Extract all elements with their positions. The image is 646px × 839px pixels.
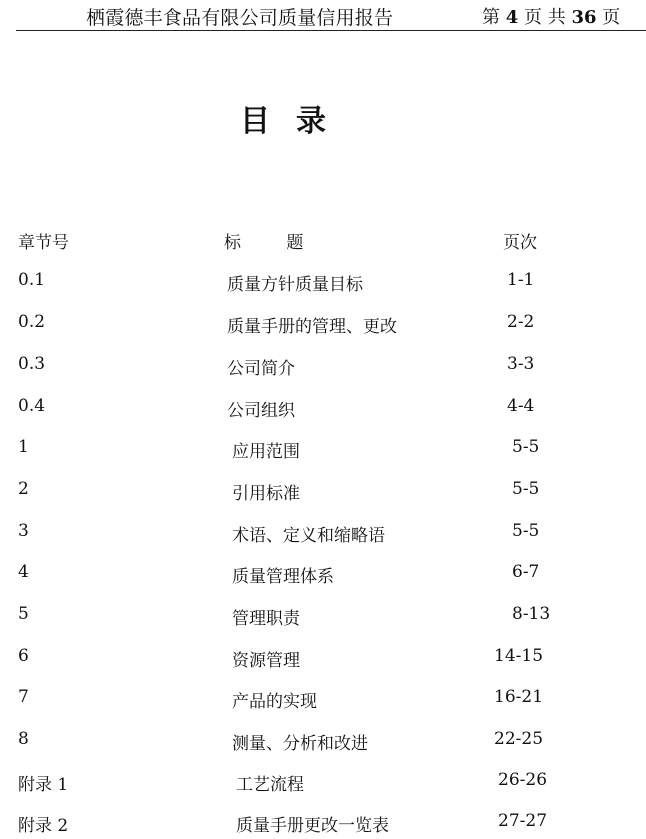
toc-page-range: 5-5 (512, 437, 540, 457)
toc-row (0, 604, 646, 632)
toc-entry-title: 应用范围 (232, 442, 300, 462)
page-header (0, 0, 646, 30)
toc-entry-title: 公司简介 (227, 359, 295, 379)
toc-section-number: 7 (18, 687, 29, 707)
current-page-number: 4 (505, 7, 519, 28)
toc-page-range: 27-27 (498, 811, 548, 831)
toc-entry-title: 质量手册更改一览表 (236, 816, 389, 836)
toc-column-headers (0, 228, 646, 254)
toc-page-range: 3-3 (507, 354, 535, 374)
toc-section-number: 0.3 (18, 354, 46, 374)
toc-entry-title: 质量管理体系 (232, 567, 334, 587)
toc-row (0, 521, 646, 549)
toc-entry-title: 资源管理 (232, 651, 300, 671)
toc-section-number: 3 (18, 521, 29, 541)
toc-section-number: 2 (18, 479, 29, 499)
toc-row (0, 479, 646, 507)
toc-section-number: 1 (18, 437, 29, 457)
toc-entry-title: 术语、定义和缩略语 (232, 526, 385, 546)
toc-section-number: 0.2 (18, 312, 46, 332)
toc-entry-title: 引用标准 (232, 484, 300, 504)
company-report-title: 栖霞德丰食品有限公司质量信用报告 (86, 7, 394, 29)
toc-row (0, 396, 646, 424)
toc-section-number: 附录 2 (18, 816, 69, 836)
toc-entry-title: 工艺流程 (236, 775, 304, 795)
toc-title: 目录 (240, 104, 352, 139)
toc-section-number: 0.4 (18, 396, 46, 416)
toc-entry-title: 质量手册的管理、更改 (227, 317, 397, 337)
toc-row (0, 770, 646, 798)
page-mid-text: 页 共 (524, 7, 566, 28)
toc-section-number: 附录 1 (18, 775, 69, 795)
toc-entry-title: 公司组织 (227, 401, 295, 421)
toc-row (0, 312, 646, 340)
page-indicator (482, 3, 620, 29)
toc-row (0, 354, 646, 382)
toc-row (0, 437, 646, 465)
toc-row (0, 270, 646, 298)
toc-row (0, 729, 646, 757)
header-divider (16, 30, 646, 31)
page-prefix: 第 (482, 7, 500, 28)
toc-entry-title: 产品的实现 (232, 692, 317, 712)
page-suffix: 页 (602, 7, 621, 28)
toc-row (0, 562, 646, 590)
toc-page-range: 5-5 (512, 479, 540, 499)
toc-section-number: 4 (18, 562, 29, 582)
toc-section-number: 8 (18, 729, 29, 749)
toc-page-range: 1-1 (507, 270, 535, 290)
toc-row (0, 811, 646, 839)
toc-page-range: 16-21 (494, 687, 544, 707)
toc-section-number: 0.1 (18, 270, 46, 290)
toc-page-range: 6-7 (512, 562, 540, 582)
toc-section-number: 6 (18, 646, 29, 666)
toc-page-range: 22-25 (494, 729, 544, 749)
toc-page-range: 4-4 (507, 396, 535, 416)
toc-page-range: 2-2 (507, 312, 535, 332)
toc-page-range: 5-5 (512, 521, 540, 541)
toc-entry-title: 测量、分析和改进 (232, 734, 368, 754)
column-header-page: 页次 (503, 233, 537, 253)
toc-page-range: 8-13 (512, 604, 551, 624)
toc-page-range: 14-15 (494, 646, 544, 666)
toc-section-number: 5 (18, 604, 29, 624)
toc-entry-title: 质量方针质量目标 (227, 275, 363, 295)
toc-row (0, 687, 646, 715)
column-header-title: 标 题 (224, 233, 304, 253)
toc-row (0, 646, 646, 674)
total-page-count: 36 (571, 7, 597, 28)
column-header-section: 章节号 (18, 233, 69, 253)
toc-entry-title: 管理职责 (232, 609, 300, 629)
toc-page-range: 26-26 (498, 770, 548, 790)
